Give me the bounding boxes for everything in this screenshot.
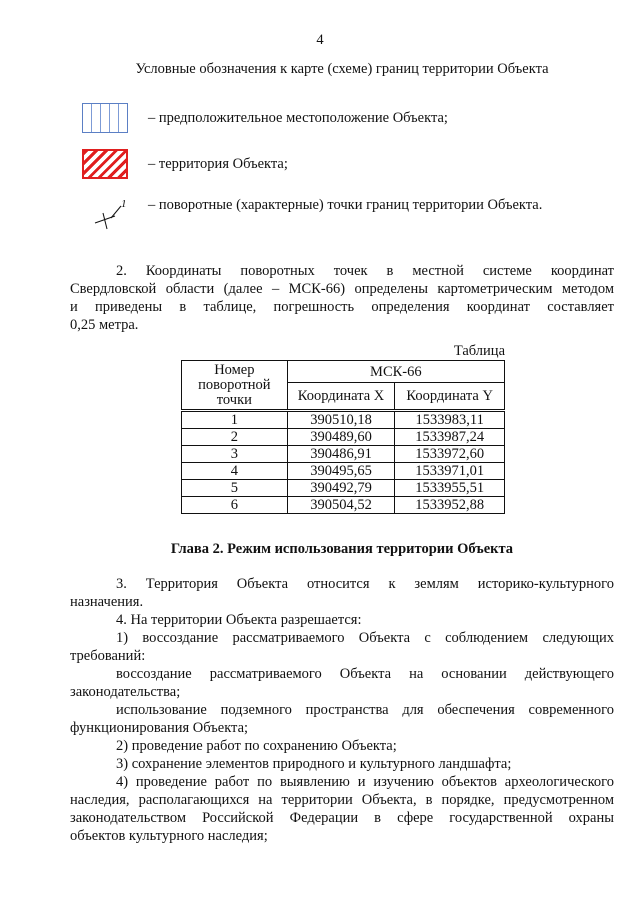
paragraph-4-1b (70, 701, 614, 737)
text-line: и приведены в таблице, погрешность определения координат составляет (70, 299, 614, 315)
text-line: 2) проведение работ по сохранению Объекта; (116, 738, 397, 754)
cell-coordinate-y: 1533972,60 (395, 446, 505, 463)
legend-item-territory: – территория Объекта; (148, 156, 288, 172)
text-line: назначения. (70, 594, 144, 610)
paragraph-4-1a (70, 665, 614, 701)
cell-coordinate-x: 390492,79 (287, 480, 395, 497)
cell-coordinate-x: 390486,91 (287, 446, 395, 463)
text-line: 3) сохранение элементов природного и культурного ландшафта; (116, 756, 512, 772)
header-coordinate-y: Координата Y (395, 383, 505, 411)
text-line: 1) воссоздание рассматриваемого Объекта с соблюдением следующих (116, 630, 614, 646)
page-number: 4 (316, 32, 324, 48)
text-line: требований: (70, 648, 146, 664)
paragraph-4-1 (70, 629, 614, 665)
text-line: законодательства; (70, 684, 181, 700)
legend-title: Условные обозначения к карте (схеме) границ территории Объекта (135, 61, 549, 77)
text-line: наследия, располагающихся на территории Объекта, в порядке, предусмотренном (70, 792, 614, 808)
cell-coordinate-x: 390489,60 (287, 429, 395, 446)
text-line: законодательством Российской Федерации в сфере государственной охраны (70, 810, 614, 826)
cell-coordinate-x: 390504,52 (287, 497, 395, 514)
cell-coordinate-y: 1533987,24 (395, 429, 505, 446)
text-line: 2. Координаты поворотных точек в местной системе координат (116, 263, 614, 279)
coordinates-table (181, 360, 505, 514)
header-msk66: МСК-66 (287, 361, 504, 383)
cell-point-number: 5 (182, 480, 288, 497)
paragraph-4-2 (70, 737, 614, 755)
header-line: Номер (214, 361, 255, 378)
blue-vertical-hatch-icon (82, 103, 128, 133)
header-coordinate-x: Координата X (287, 383, 395, 411)
header-line: точки (216, 391, 252, 408)
cell-coordinate-x: 390510,18 (287, 411, 395, 429)
cell-point-number: 6 (182, 497, 288, 514)
text-line: функционирования Объекта; (70, 720, 249, 736)
red-diagonal-hatch-icon (82, 149, 128, 179)
table-row (182, 446, 505, 463)
cell-coordinate-y: 1533952,88 (395, 497, 505, 514)
cell-point-number: 2 (182, 429, 288, 446)
text-line: воссоздание рассматриваемого Объекта на основании действующего (116, 666, 614, 682)
text-line: объектов культурного наследия; (70, 828, 268, 844)
header-line: поворотной (198, 376, 271, 393)
table-row (182, 463, 505, 480)
cell-coordinate-y: 1533955,51 (395, 480, 505, 497)
text-line: Свердловской области (далее – МСК-66) определены картометрическим методом (70, 281, 614, 297)
table-row (182, 497, 505, 514)
chapter-title: Глава 2. Режим использования территории Объекта (170, 541, 514, 557)
text-line: 4. На территории Объекта разрешается: (116, 612, 362, 628)
table-row (182, 411, 505, 429)
header-point-number (182, 361, 288, 411)
paragraph-4-4 (70, 773, 614, 845)
text-line: 3. Территория Объекта относится к землям историко-культурного (116, 576, 614, 592)
table-row (182, 480, 505, 497)
paragraph-4-3 (70, 755, 614, 773)
table-caption: Таблица (453, 343, 505, 359)
paragraph-4 (70, 611, 614, 629)
point-label: 1 (121, 198, 127, 210)
legend-item-turning-points: – поворотные (характерные) точки границ территории Объекта. (148, 197, 543, 213)
text-line: 0,25 метра. (70, 317, 139, 333)
cell-point-number: 1 (182, 411, 288, 429)
cell-point-number: 3 (182, 446, 288, 463)
table-row (182, 429, 505, 446)
cell-coordinate-y: 1533983,11 (395, 411, 505, 429)
cell-coordinate-x: 390495,65 (287, 463, 395, 480)
cell-point-number: 4 (182, 463, 288, 480)
legend-item-presumed-location: – предположительное местоположение Объекта; (148, 110, 448, 126)
text-line: использование подземного пространства для обеспечения современного (116, 702, 614, 718)
turning-point-icon (92, 196, 132, 232)
paragraph-3 (70, 575, 614, 611)
paragraph-coordinates (70, 262, 614, 334)
text-line: 4) проведение работ по выявлению и изучению объектов археологического (116, 774, 614, 790)
cell-coordinate-y: 1533971,01 (395, 463, 505, 480)
